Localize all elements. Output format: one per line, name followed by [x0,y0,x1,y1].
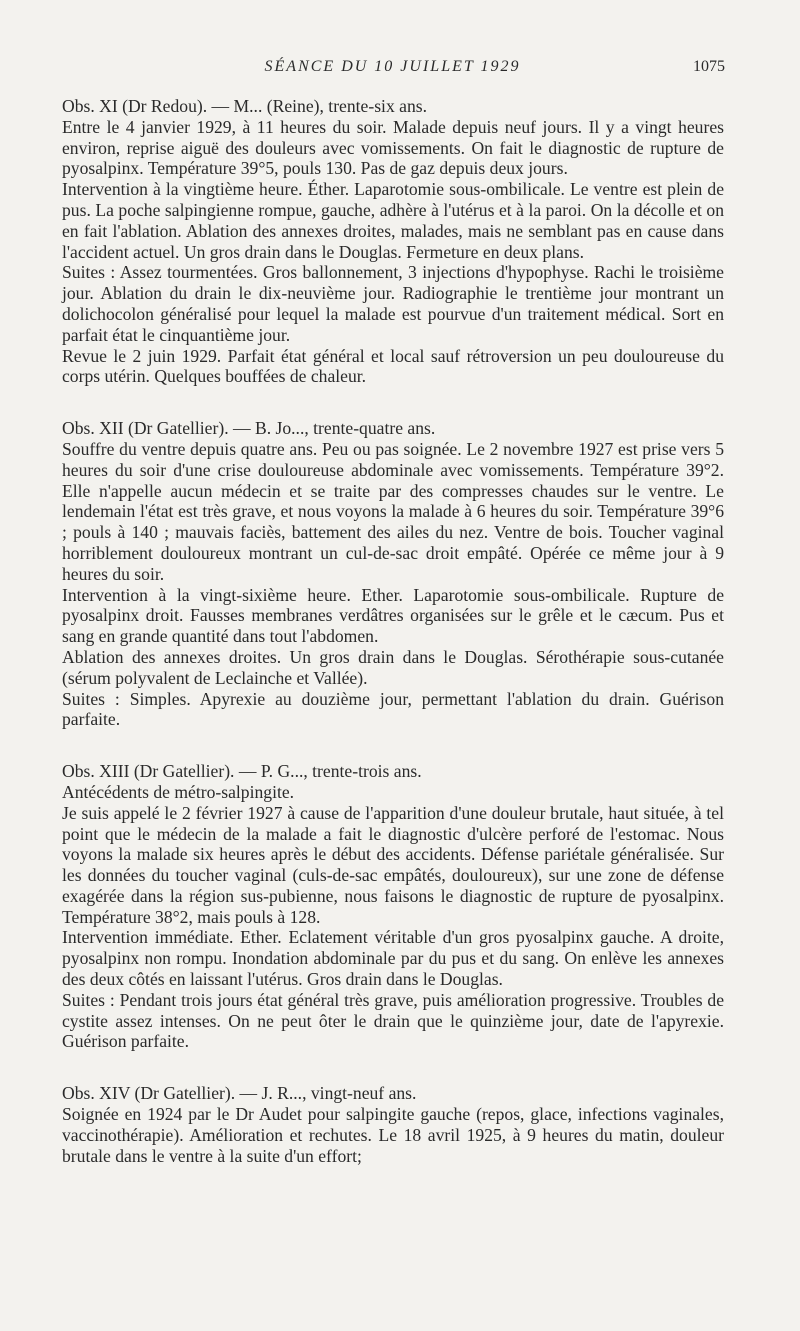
paragraph: Ablation des annexes droites. Un gros drain dans le Douglas. Sérothérapie sous-cutanée (sérum polyvalent de Leclainche et Vallée). [62,646,724,688]
paragraph: Souffre du ventre depuis quatre ans. Peu ou pas soignée. Le 2 novembre 1927 est prise vers 5 heures du soir d'une crise douloureuse abdominale avec vomissements. Température 39°2. Elle n'appelle aucun médecin et se traite par des compresses chaudes sur le ventre. Le lendemain l'état est très grave, et nous voyons la malade à 6 heures du soir. Température 39°6 ; pouls à 140 ; mauvais faciès, battement des ailes du nez. Ventre de bois. Toucher vaginal horriblement douloureux montrant un cul-de-sac droit empâté. Opérée ce même jour à 9 heures du soir. [62,438,724,584]
paragraph: Suites : Assez tourmentées. Gros ballonnement, 3 injections d'hypophyse. Rachi le troisième jour. Ablation du drain le dix-neuvième jour. Radiographie le trentième jour montrant un dolichocolon généralisé pour lequel la malade est pourvue d'un traitement médical. Sort en parfait état le cinquantième jour. [62,262,724,345]
page-number: 1075 [693,58,725,75]
observation-xiii [62,761,724,1052]
observation-heading: Obs. XII (Dr Gatellier). — B. Jo..., trente-quatre ans. [62,418,436,439]
paragraph: Intervention à la vingtième heure. Éther. Laparotomie sous-ombilicale. Le ventre est plein de pus. La poche salpingienne rompue, gauche, adhère à l'utérus et à la paroi. On la décolle et on en fait l'ablation. Ablation des annexes droites, malades, mais ne semblant pas en cause dans l'accident actuel. Un gros drain dans le Douglas. Fermeture en deux plans. [62,179,724,262]
document-body [62,96,724,1197]
running-header [60,56,725,80]
observation-heading: Obs. XI (Dr Redou). — M... (Reine), trente-six ans. [62,96,427,116]
observation-heading: Obs. XIV (Dr Gatellier). — J. R..., vingt-neuf ans. [62,1083,417,1104]
header-title: SÉANCE DU 10 JUILLET 1929 [264,58,521,75]
paragraph: Antécédents de métro-salpingite. [62,781,295,802]
paragraph: Intervention immédiate. Ether. Eclatement véritable d'un gros pyosalpinx gauche. A droite, pyosalpinx non rompu. Inondation abdominale par du pus et du sang. On enlève les annexes des deux côtés en laissant l'utérus. Gros drain dans le Douglas. [62,927,724,990]
paragraph: Suites : Simples. Apyrexie au douzième jour, permettant l'ablation du drain. Guérison parfaite. [62,688,724,730]
paragraph: Entre le 4 janvier 1929, à 11 heures du soir. Malade depuis neuf jours. Il y a vingt heures environ, reprise aiguë des douleurs avec vomissements. On fait le diagnostic de rupture de pyosalpinx. Température 39°5, pouls 130. Pas de gaz depuis deux jours. [62,116,724,179]
paragraph: Suites : Pendant trois jours état général très grave, puis amélioration progressive. Troubles de cystite assez intenses. On ne peut ôter le drain que le quinzième jour, date de l'apyrexie. Guérison parfaite. [62,989,724,1052]
observation-xi [62,96,724,387]
paragraph: Soignée en 1924 par le Dr Audet pour salpingite gauche (repos, glace, infections vaginales, vaccinothérapie). Amélioration et rechutes. Le 18 avril 1925, à 9 heures du matin, douleur brutale dans le ventre à la suite d'un effort; [62,1104,724,1166]
paragraph: Je suis appelé le 2 février 1927 à cause de l'apparition d'une douleur brutale, haut située, à tel point que le médecin de la malade a fait le diagnostic d'ulcère perforé de l'estomac. Nous voyons la malade six heures après le début des accidents. Défense pariétale généralisée. Sur les données du toucher vaginal (culs-de-sac empâtés, douloureux), sur une zone de défense exagérée dans la région sus-pubienne, nous faisons le diagnostic de rupture de pyosalpinx. Température 38°2, mais pouls à 128. [62,802,724,927]
observation-xii [62,418,724,730]
observation-xiv [62,1083,724,1166]
observation-heading: Obs. XIII (Dr Gatellier). — P. G..., trente-trois ans. [62,761,422,782]
paragraph: Revue le 2 juin 1929. Parfait état général et local sauf rétroversion un peu douloureuse du corps utérin. Quelques bouffées de chaleur. [62,345,724,387]
paragraph: Intervention à la vingt-sixième heure. Ether. Laparotomie sous-ombilicale. Rupture de pyosalpinx droit. Fausses membranes verdâtres organisées sur le grêle et le cæcum. Pus et sang en grande quantité dans tout l'abdomen. [62,584,724,647]
